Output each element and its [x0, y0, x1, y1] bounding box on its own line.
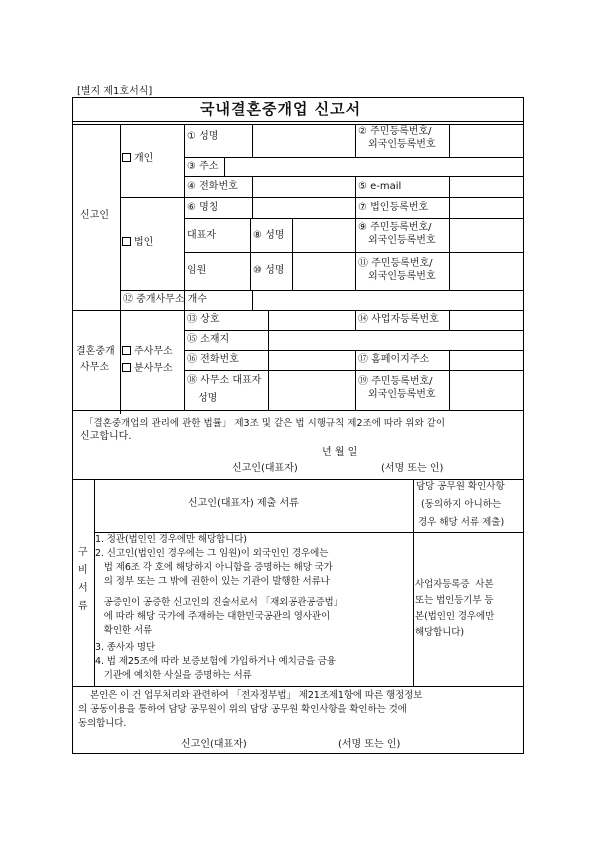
document-item: 3. 종사자 명단 — [95, 642, 156, 653]
divider — [449, 310, 450, 330]
divider — [184, 310, 185, 410]
divider — [184, 176, 524, 177]
divider — [252, 124, 253, 157]
divider — [184, 252, 524, 253]
divider — [250, 218, 251, 290]
documents-side-label-3: 류 — [78, 601, 88, 612]
office-rep-rrn-label-1: ⑲ 주민등록번호/ — [358, 376, 433, 387]
declaration-line-2: 신고합니다. — [80, 431, 132, 442]
document-item: 2. 신고인(법인인 경우에는 그 임원)이 외국인인 경우에는 — [95, 548, 329, 559]
verify-item: 해당합니다) — [415, 627, 464, 638]
documents-side-label-0: 구 — [78, 547, 88, 558]
divider — [449, 124, 450, 157]
verify-header-1: 담당 공무원 확인사항 — [416, 481, 505, 492]
phone-label: ④ 전화번호 — [187, 181, 238, 192]
individual-label: 개인 — [134, 153, 154, 164]
declaration-sign: (서명 또는 인) — [381, 463, 444, 474]
verify-item: 사업자등록증 사본 — [415, 579, 494, 590]
divider — [184, 157, 524, 158]
verify-header-3: 경우 해당 서류 제출) — [418, 517, 505, 528]
form-reference: [별지 제1호서식] — [77, 86, 153, 97]
divider — [72, 310, 524, 311]
biz-reg-no-label: ⑭ 사업자등록번호 — [358, 314, 439, 325]
corp-reg-no-label: ⑦ 법인등록번호 — [358, 202, 429, 213]
documents-side-label-2: 서 — [78, 583, 88, 594]
office-rep-label-2: 성명 — [198, 393, 218, 404]
officer-rrn-label-2: 외국인등록번호 — [368, 271, 436, 282]
consent-signer: 신고인(대표자) — [181, 739, 247, 750]
email-label: ⑤ e-mail — [358, 181, 402, 192]
rrn-label-2: 외국인등록번호 — [368, 139, 436, 150]
declaration-date: 년 월 일 — [322, 447, 358, 458]
divider — [72, 479, 524, 480]
main-office-label: 주사무소 — [134, 346, 173, 357]
officer-name-label: ⑩ 성명 — [253, 265, 285, 276]
divider — [120, 124, 121, 414]
consent-line-2: 의 공동이용을 통하여 담당 공무원이 위의 담당 공무원 확인사항을 확인하는 것에 — [78, 704, 407, 715]
rep-rrn-label-2: 외국인등록번호 — [368, 235, 436, 246]
office-section-label-1: 결혼중개 — [76, 346, 115, 357]
divider — [224, 157, 225, 176]
document-item: 기관에 예치한 사실을 증명하는 서류 — [95, 670, 252, 681]
divider — [72, 124, 524, 125]
homepage-label: ⑰ 홈페이지주소 — [358, 354, 430, 365]
rep-name-label: ⑧ 성명 — [253, 230, 285, 241]
document-item: 공증인이 공증한 신고인의 진술서로서 「재외공관공증법」 — [95, 597, 344, 608]
corp-name-label: ⑥ 명칭 — [187, 202, 219, 213]
declaration-signer: 신고인(대표자) — [232, 463, 298, 474]
officer-rrn-label-1: ⑪ 주민등록번호/ — [358, 258, 433, 269]
divider — [184, 350, 524, 351]
office-count-label: ⑫ 중개사무소 개수 — [123, 294, 207, 305]
divider — [449, 370, 450, 410]
officer-label: 임원 — [187, 265, 207, 276]
divider — [449, 350, 450, 370]
office-phone-label: ⑯ 전화번호 — [187, 354, 239, 365]
divider — [449, 197, 450, 290]
address-label: ③ 주소 — [187, 161, 219, 172]
divider — [72, 121, 524, 122]
divider — [120, 290, 524, 291]
location-label: ⑮ 소재지 — [187, 334, 230, 345]
divider — [120, 197, 524, 198]
divider — [252, 290, 253, 310]
declaration-line-1: 「결혼중개업의 관리에 관한 법률」 제3조 및 같은 법 시행규칙 제2조에 따라 위와 같이 — [84, 418, 445, 429]
consent-line-1: 본인은 이 건 업무처리와 관련하여 「전자정부법」 제21조제1항에 따른 행정정보 — [90, 690, 423, 701]
divider — [449, 176, 450, 197]
divider — [355, 124, 356, 157]
name-label: ① 성명 — [187, 131, 219, 142]
divider — [184, 330, 524, 331]
divider — [355, 176, 356, 197]
verify-item: 본(법인인 경우에만 — [415, 611, 495, 622]
office-section-label-2: 사무소 — [80, 362, 109, 373]
submit-documents-header: 신고인(대표자) 제출 서류 — [188, 498, 299, 509]
divider — [355, 310, 356, 330]
divider — [184, 218, 524, 219]
main-office-checkbox[interactable] — [122, 346, 173, 358]
divider — [184, 370, 524, 371]
branch-office-checkbox[interactable] — [122, 363, 173, 375]
divider — [292, 218, 293, 290]
reporter-section-label: 신고인 — [80, 210, 109, 221]
document-item: 1. 정관(법인인 경우에만 해당합니다) — [95, 534, 247, 545]
divider — [413, 479, 414, 686]
divider — [72, 410, 524, 411]
divider — [72, 686, 524, 687]
corporation-label: 법인 — [134, 237, 154, 248]
document-item: 법 제6조 각 호에 해당하지 아니함을 증명하는 해당 국가 — [95, 562, 333, 573]
divider — [184, 124, 185, 310]
divider — [252, 176, 253, 197]
document-item: 확인한 서류 — [95, 625, 153, 636]
rep-rrn-label-1: ⑨ 주민등록번호/ — [358, 222, 432, 233]
office-rep-label-1: ⑱ 사무소 대표자 — [187, 375, 262, 386]
divider — [252, 197, 253, 218]
verify-header-2: (동의하지 아니하는 — [421, 499, 502, 510]
trade-name-label: ⑬ 상호 — [187, 314, 220, 325]
divider — [355, 197, 356, 290]
divider — [355, 350, 356, 410]
rrn-label-1: ② 주민등록번호/ — [358, 126, 432, 137]
office-rep-rrn-label-2: 외국인등록번호 — [368, 389, 436, 400]
verify-item: 또는 법인등기부 등 — [415, 595, 494, 606]
form-title: 국내결혼중개업 신고서 — [200, 100, 362, 118]
individual-checkbox[interactable] — [122, 153, 153, 165]
consent-sign: (서명 또는 인) — [338, 739, 401, 750]
branch-office-label: 분사무소 — [134, 363, 173, 374]
documents-side-label-1: 비 — [78, 565, 88, 576]
document-item: 에 따라 해당 국가에 주재하는 대한민국공관의 영사관이 — [95, 611, 331, 622]
divider — [268, 310, 269, 410]
document-item: 의 정부 또는 그 밖에 권한이 있는 기관이 발행한 서류나 — [95, 576, 330, 587]
corporation-checkbox[interactable] — [122, 237, 153, 249]
divider — [94, 532, 524, 533]
representative-label: 대표자 — [187, 230, 216, 241]
consent-line-3: 동의합니다. — [78, 718, 127, 729]
document-item: 4. 법 제25조에 따라 보증보험에 가입하거나 예치금을 금융 — [95, 656, 336, 667]
